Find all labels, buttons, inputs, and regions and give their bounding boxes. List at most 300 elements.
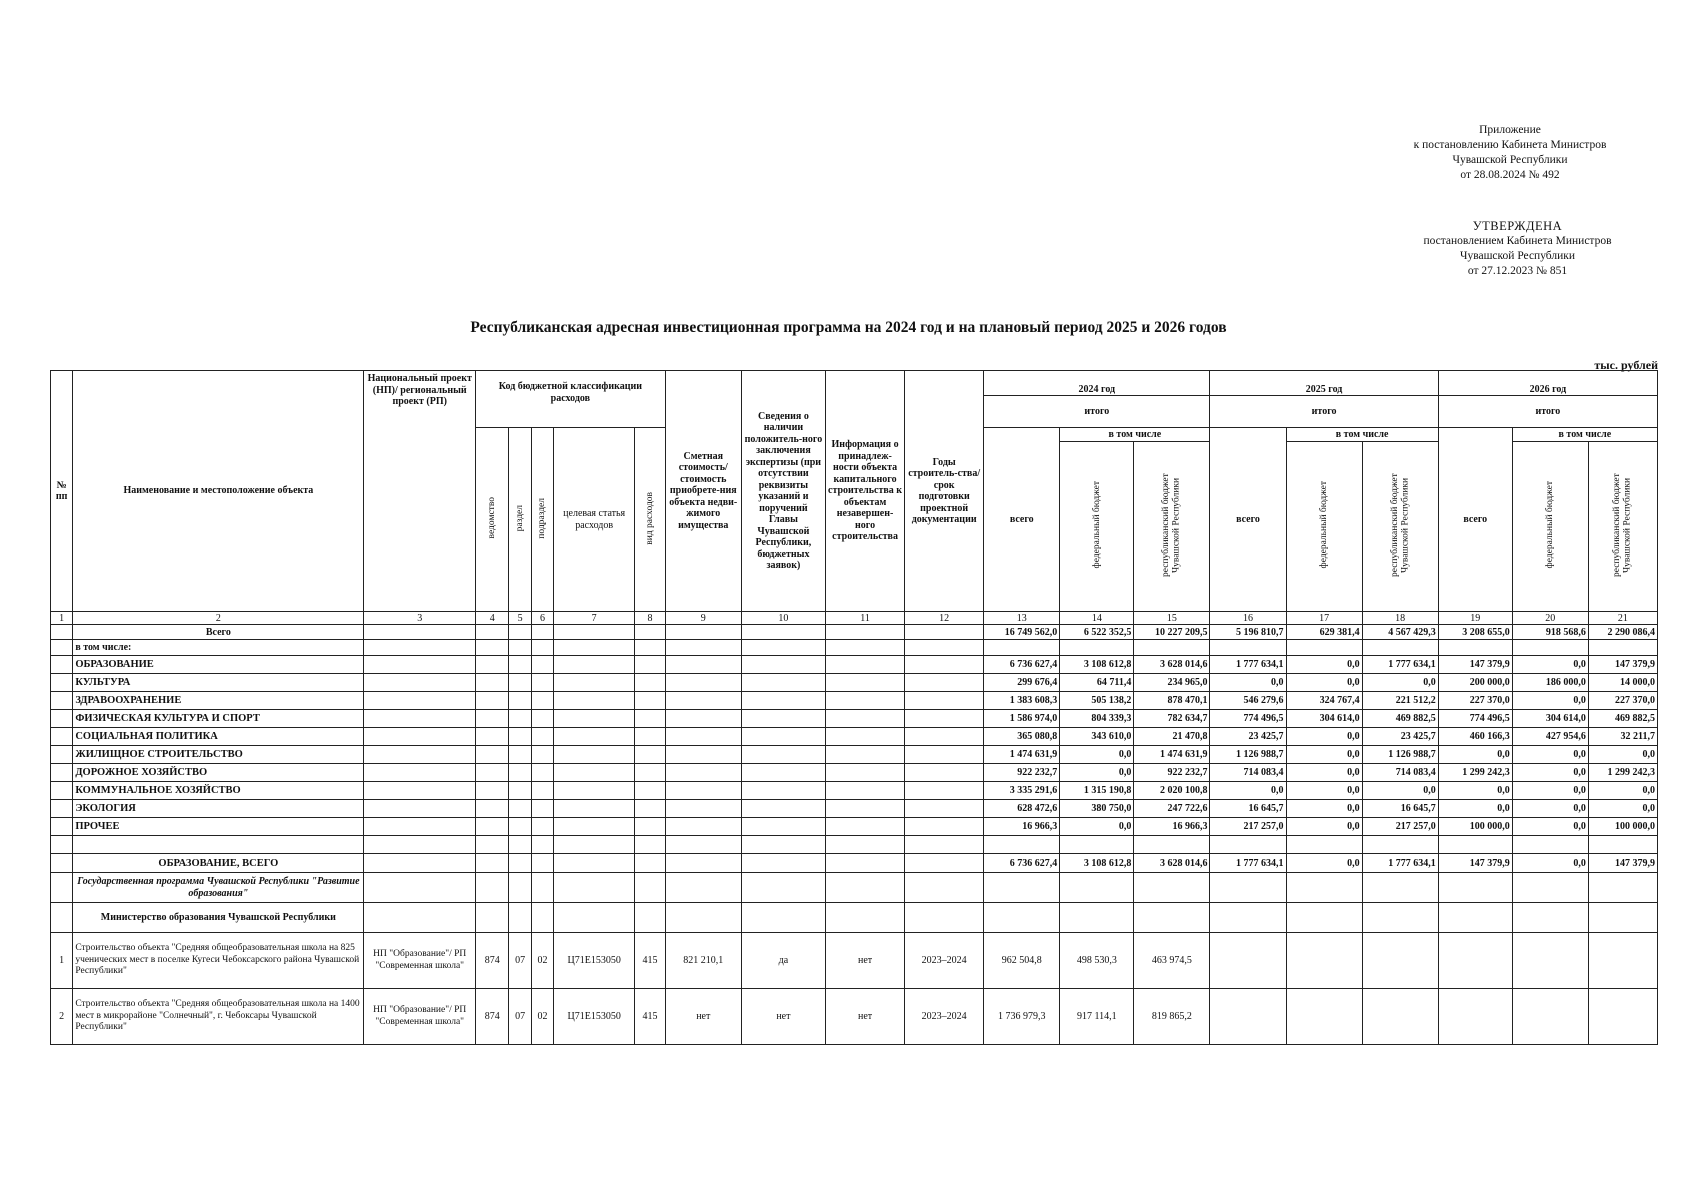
appendix-block xyxy=(1375,123,1645,183)
empty-cell xyxy=(51,836,73,854)
object-belonging: нет xyxy=(826,933,905,989)
empty-cell xyxy=(509,818,531,836)
object-expertise: нет xyxy=(741,989,825,1045)
amount-cell: 0,0 xyxy=(1210,782,1286,800)
amount-cell: 0,0 xyxy=(1512,818,1588,836)
empty-cell xyxy=(364,640,476,656)
amount-cell: 0,0 xyxy=(1286,782,1362,800)
header-years: Годы строитель-ства/срок подготовки проектной документации xyxy=(905,371,984,612)
header-republic-text: республиканский бюджет Чувашской Республики xyxy=(1161,473,1182,577)
amount-cell: 460 166,3 xyxy=(1438,728,1512,746)
object-target: Ц71Е153050 xyxy=(554,989,635,1045)
empty-cell xyxy=(51,903,73,933)
header-exptype-text: вид расходов xyxy=(644,491,655,545)
amount-cell: 469 882,5 xyxy=(1588,710,1657,728)
header-republic-text: республиканский бюджет Чувашской Республики xyxy=(1612,473,1633,577)
amount-cell: 0,0 xyxy=(1286,728,1362,746)
amount-cell xyxy=(1512,933,1588,989)
column-number: 19 xyxy=(1438,612,1512,625)
approved-line: постановлением Кабинета Министров xyxy=(1423,235,1612,247)
amount-cell: 2 290 086,4 xyxy=(1588,625,1657,640)
sector-row xyxy=(51,800,1658,818)
amount-cell: 21 470,8 xyxy=(1134,728,1210,746)
empty-cell xyxy=(1134,873,1210,903)
header-belonging: Информация о принадлеж-ности объекта капитального строительства к объектам незавершен-ного строительства xyxy=(826,371,905,612)
empty-cell xyxy=(476,873,509,903)
empty-cell xyxy=(51,782,73,800)
empty-cell xyxy=(1134,836,1210,854)
empty-cell xyxy=(826,746,905,764)
amount-cell: 0,0 xyxy=(1438,800,1512,818)
sector-name: КОММУНАЛЬНОЕ ХОЗЯЙСТВО xyxy=(73,782,364,800)
empty-cell xyxy=(509,656,531,674)
amount-cell: 0,0 xyxy=(1588,800,1657,818)
object-row xyxy=(51,933,1658,989)
header-project: Национальный проект (НП)/ региональный проект (РП) xyxy=(364,371,476,612)
empty-cell xyxy=(531,746,553,764)
empty-cell xyxy=(554,640,635,656)
header-total-2025: всего xyxy=(1210,428,1286,612)
empty-cell xyxy=(905,728,984,746)
empty-cell xyxy=(826,818,905,836)
empty-cell xyxy=(741,818,825,836)
empty-cell xyxy=(509,854,531,873)
empty-cell xyxy=(635,903,665,933)
amount-cell: 1 383 608,3 xyxy=(984,692,1060,710)
amount-cell: 3 628 014,6 xyxy=(1134,854,1210,873)
amount-cell: 10 227 209,5 xyxy=(1134,625,1210,640)
amount-cell: 962 504,8 xyxy=(984,933,1060,989)
empty-cell xyxy=(51,800,73,818)
column-number: 9 xyxy=(665,612,741,625)
object-dept: 874 xyxy=(476,933,509,989)
amount-cell xyxy=(1438,933,1512,989)
empty-cell xyxy=(905,764,984,782)
empty-cell xyxy=(905,854,984,873)
column-number: 17 xyxy=(1286,612,1362,625)
empty-cell xyxy=(554,854,635,873)
amount-cell: 16 645,7 xyxy=(1210,800,1286,818)
object-years: 2023–2024 xyxy=(905,933,984,989)
empty-cell xyxy=(635,625,665,640)
empty-cell xyxy=(1588,640,1657,656)
header-itogo-2024: итого xyxy=(984,396,1210,428)
empty-cell xyxy=(741,640,825,656)
empty-cell xyxy=(531,873,553,903)
header-section-text: раздел xyxy=(514,504,525,532)
sector-row xyxy=(51,728,1658,746)
amount-cell: 505 138,2 xyxy=(1060,692,1134,710)
empty-cell xyxy=(826,854,905,873)
empty-cell xyxy=(826,728,905,746)
empty-cell xyxy=(1060,640,1134,656)
empty-cell xyxy=(476,656,509,674)
empty-cell xyxy=(476,836,509,854)
amount-cell: 1 299 242,3 xyxy=(1438,764,1512,782)
empty-cell xyxy=(476,692,509,710)
amount-cell: 463 974,5 xyxy=(1134,933,1210,989)
empty-cell xyxy=(905,710,984,728)
object-cost: нет xyxy=(665,989,741,1045)
empty-cell xyxy=(1362,873,1438,903)
sector-name: ОБРАЗОВАНИЕ xyxy=(73,656,364,674)
amount-cell: 100 000,0 xyxy=(1438,818,1512,836)
amount-cell: 819 865,2 xyxy=(1134,989,1210,1045)
empty-cell xyxy=(826,656,905,674)
empty-cell xyxy=(635,692,665,710)
empty-cell xyxy=(826,692,905,710)
column-number: 4 xyxy=(476,612,509,625)
empty-cell xyxy=(635,873,665,903)
empty-cell xyxy=(531,692,553,710)
empty-cell xyxy=(635,818,665,836)
amount-cell: 804 339,3 xyxy=(1060,710,1134,728)
amount-cell: 247 722,6 xyxy=(1134,800,1210,818)
state-program-row xyxy=(51,873,1658,903)
empty-cell xyxy=(665,818,741,836)
amount-cell: 546 279,6 xyxy=(1210,692,1286,710)
amount-cell: 217 257,0 xyxy=(1210,818,1286,836)
appendix-line: Чувашской Республики xyxy=(1452,154,1568,166)
header-cost: Сметная стоимость/ стоимость приобрете-ния объекта недви-жимого имущества xyxy=(665,371,741,612)
empty-cell xyxy=(476,674,509,692)
empty-cell xyxy=(741,656,825,674)
amount-cell: 3 108 612,8 xyxy=(1060,656,1134,674)
appendix-line: Приложение xyxy=(1479,124,1541,136)
empty-cell xyxy=(509,873,531,903)
education-total-label: ОБРАЗОВАНИЕ, ВСЕГО xyxy=(73,854,364,873)
amount-cell: 234 965,0 xyxy=(1134,674,1210,692)
empty-cell xyxy=(364,625,476,640)
amount-cell: 380 750,0 xyxy=(1060,800,1134,818)
amount-cell: 1 474 631,9 xyxy=(1134,746,1210,764)
empty-cell xyxy=(531,903,553,933)
sector-name: ФИЗИЧЕСКАЯ КУЛЬТУРА И СПОРТ xyxy=(73,710,364,728)
empty-cell xyxy=(554,818,635,836)
sector-row xyxy=(51,710,1658,728)
header-budget-code: Код бюджетной классификации расходов xyxy=(476,371,666,428)
amount-cell: 23 425,7 xyxy=(1362,728,1438,746)
empty-cell xyxy=(635,746,665,764)
empty-cell xyxy=(554,800,635,818)
amount-cell: 922 232,7 xyxy=(984,764,1060,782)
empty-cell xyxy=(741,854,825,873)
empty-cell xyxy=(905,873,984,903)
empty-cell xyxy=(741,674,825,692)
sector-name: ПРОЧЕЕ xyxy=(73,818,364,836)
column-number: 21 xyxy=(1588,612,1657,625)
sector-name: ЗДРАВООХРАНЕНИЕ xyxy=(73,692,364,710)
empty-cell xyxy=(1286,836,1362,854)
object-row xyxy=(51,989,1658,1045)
empty-cell xyxy=(635,640,665,656)
amount-cell: 16 645,7 xyxy=(1362,800,1438,818)
object-exptype: 415 xyxy=(635,933,665,989)
header-name: Наименование и местоположение объекта xyxy=(73,371,364,612)
empty-cell xyxy=(554,782,635,800)
empty-cell xyxy=(905,746,984,764)
sector-row xyxy=(51,674,1658,692)
amount-cell: 16 749 562,0 xyxy=(984,625,1060,640)
empty-cell xyxy=(364,692,476,710)
object-name: Строительство объекта "Средняя общеобразовательная школа на 825 ученических мест в поселке Кугеси Чебоксарского района Чувашской Республики" xyxy=(73,933,364,989)
empty-cell xyxy=(665,746,741,764)
empty-cell xyxy=(509,692,531,710)
amount-cell: 221 512,2 xyxy=(1362,692,1438,710)
empty-cell xyxy=(1588,903,1657,933)
sector-name: КУЛЬТУРА xyxy=(73,674,364,692)
empty-cell xyxy=(531,656,553,674)
empty-cell xyxy=(635,674,665,692)
empty-cell xyxy=(665,728,741,746)
empty-cell xyxy=(905,674,984,692)
object-dept: 874 xyxy=(476,989,509,1045)
sector-name: СОЦИАЛЬНАЯ ПОЛИТИКА xyxy=(73,728,364,746)
empty-cell xyxy=(364,836,476,854)
empty-cell xyxy=(1438,640,1512,656)
including-row xyxy=(51,640,1658,656)
header-itogo-2026: итого xyxy=(1438,396,1657,428)
empty-cell xyxy=(905,782,984,800)
header-itogo-2025: итого xyxy=(1210,396,1438,428)
empty-cell xyxy=(826,782,905,800)
empty-cell xyxy=(1286,640,1362,656)
empty-cell xyxy=(741,800,825,818)
header-dept xyxy=(476,428,509,612)
amount-cell: 6 522 352,5 xyxy=(1060,625,1134,640)
state-program-label: Государственная программа Чувашской Республики "Развитие образования" xyxy=(73,873,364,903)
empty-cell xyxy=(476,640,509,656)
header-republic-text: республиканский бюджет Чувашской Республики xyxy=(1389,473,1411,577)
empty-cell xyxy=(665,625,741,640)
amount-cell: 1 777 634,1 xyxy=(1362,656,1438,674)
amount-cell: 774 496,5 xyxy=(1210,710,1286,728)
empty-cell xyxy=(1362,836,1438,854)
amount-cell: 200 000,0 xyxy=(1438,674,1512,692)
empty-cell xyxy=(554,625,635,640)
empty-cell xyxy=(531,640,553,656)
amount-cell xyxy=(1286,933,1362,989)
empty-cell xyxy=(665,674,741,692)
empty-cell xyxy=(531,625,553,640)
empty-cell xyxy=(531,674,553,692)
sector-name: ЖИЛИЩНОЕ СТРОИТЕЛЬСТВО xyxy=(73,746,364,764)
amount-cell: 1 736 979,3 xyxy=(984,989,1060,1045)
amount-cell: 324 767,4 xyxy=(1286,692,1362,710)
empty-cell xyxy=(531,818,553,836)
empty-cell xyxy=(635,764,665,782)
amount-cell xyxy=(1210,989,1286,1045)
empty-cell xyxy=(905,640,984,656)
empty-cell xyxy=(554,873,635,903)
amount-cell: 1 777 634,1 xyxy=(1210,854,1286,873)
header-federal-2024 xyxy=(1060,442,1134,612)
investment-program-table xyxy=(50,370,1658,1045)
amount-cell: 147 379,9 xyxy=(1588,854,1657,873)
empty-cell xyxy=(1134,903,1210,933)
empty-cell xyxy=(1210,903,1286,933)
amount-cell xyxy=(1512,989,1588,1045)
header-year-2024: 2024 год xyxy=(984,371,1210,396)
empty-cell xyxy=(635,656,665,674)
empty-cell xyxy=(554,728,635,746)
empty-cell xyxy=(826,800,905,818)
empty-cell xyxy=(665,800,741,818)
sector-name: ДОРОЖНОЕ ХОЗЯЙСТВО xyxy=(73,764,364,782)
amount-cell: 0,0 xyxy=(1060,764,1134,782)
amount-cell: 365 080,8 xyxy=(984,728,1060,746)
sector-row xyxy=(51,782,1658,800)
amount-cell: 3 628 014,6 xyxy=(1134,656,1210,674)
amount-cell: 147 379,9 xyxy=(1438,854,1512,873)
empty-cell xyxy=(905,818,984,836)
amount-cell: 304 614,0 xyxy=(1286,710,1362,728)
empty-cell xyxy=(509,836,531,854)
empty-cell xyxy=(741,764,825,782)
empty-cell xyxy=(665,692,741,710)
empty-cell xyxy=(1588,836,1657,854)
empty-cell xyxy=(741,903,825,933)
units-label: тыс. рублей xyxy=(1594,358,1658,372)
amount-cell xyxy=(1362,989,1438,1045)
empty-cell xyxy=(1588,873,1657,903)
amount-cell: 147 379,9 xyxy=(1588,656,1657,674)
empty-cell xyxy=(826,640,905,656)
column-numbers-row xyxy=(51,612,1658,625)
empty-cell xyxy=(741,782,825,800)
column-number: 7 xyxy=(554,612,635,625)
empty-cell xyxy=(509,710,531,728)
amount-cell: 1 315 190,8 xyxy=(1060,782,1134,800)
empty-cell xyxy=(554,903,635,933)
object-years: 2023–2024 xyxy=(905,989,984,1045)
empty-cell xyxy=(826,764,905,782)
amount-cell: 0,0 xyxy=(1512,746,1588,764)
empty-cell xyxy=(635,728,665,746)
empty-cell xyxy=(51,710,73,728)
including-label: в том числе: xyxy=(73,640,364,656)
approved-block xyxy=(1390,219,1645,279)
amount-cell: 16 966,3 xyxy=(1134,818,1210,836)
appendix-line: от 28.08.2024 № 492 xyxy=(1460,169,1560,181)
empty-cell xyxy=(826,710,905,728)
header-federal-2026 xyxy=(1512,442,1588,612)
empty-cell xyxy=(1362,640,1438,656)
empty-cell xyxy=(531,710,553,728)
object-project: НП "Образование"/ РП "Современная школа" xyxy=(364,933,476,989)
sector-row xyxy=(51,818,1658,836)
object-exptype: 415 xyxy=(635,989,665,1045)
empty-cell xyxy=(665,873,741,903)
amount-cell: 6 736 627,4 xyxy=(984,656,1060,674)
amount-cell: 0,0 xyxy=(1512,764,1588,782)
empty-cell xyxy=(364,656,476,674)
approved-line: Чувашской Республики xyxy=(1459,250,1576,262)
empty-cell xyxy=(531,836,553,854)
header-subsection xyxy=(531,428,553,612)
empty-cell xyxy=(531,800,553,818)
empty-cell xyxy=(51,625,73,640)
empty-cell xyxy=(984,873,1060,903)
empty-cell xyxy=(509,674,531,692)
amount-cell: 0,0 xyxy=(1286,800,1362,818)
empty-cell xyxy=(826,625,905,640)
amount-cell: 774 496,5 xyxy=(1438,710,1512,728)
column-number: 14 xyxy=(1060,612,1134,625)
empty-cell xyxy=(984,640,1060,656)
empty-cell xyxy=(826,836,905,854)
empty-cell xyxy=(364,854,476,873)
header-year-2026: 2026 год xyxy=(1438,371,1657,396)
empty-cell xyxy=(1438,873,1512,903)
empty-cell xyxy=(509,746,531,764)
amount-cell: 64 711,4 xyxy=(1060,674,1134,692)
column-number: 5 xyxy=(509,612,531,625)
amount-cell: 4 567 429,3 xyxy=(1362,625,1438,640)
header-incl-2024: в том числе xyxy=(1060,428,1210,442)
amount-cell xyxy=(1588,989,1657,1045)
empty-cell xyxy=(554,710,635,728)
amount-cell: 227 370,0 xyxy=(1438,692,1512,710)
empty-cell xyxy=(665,710,741,728)
header-federal-text: федеральный бюджет xyxy=(1318,481,1329,569)
amount-cell: 3 208 655,0 xyxy=(1438,625,1512,640)
empty-cell xyxy=(476,625,509,640)
empty-cell xyxy=(364,746,476,764)
amount-cell xyxy=(1210,933,1286,989)
amount-cell: 0,0 xyxy=(1286,674,1362,692)
empty-cell xyxy=(984,836,1060,854)
amount-cell: 14 000,0 xyxy=(1588,674,1657,692)
empty-cell xyxy=(51,873,73,903)
header-federal-text: федеральный бюджет xyxy=(1545,481,1556,569)
empty-cell xyxy=(51,854,73,873)
amount-cell: 1 299 242,3 xyxy=(1588,764,1657,782)
column-number: 13 xyxy=(984,612,1060,625)
empty-cell xyxy=(741,728,825,746)
empty-cell xyxy=(741,836,825,854)
object-expertise: да xyxy=(741,933,825,989)
header-total-2026: всего xyxy=(1438,428,1512,612)
amount-cell: 629 381,4 xyxy=(1286,625,1362,640)
object-number: 1 xyxy=(51,933,73,989)
empty-cell xyxy=(51,818,73,836)
amount-cell: 922 232,7 xyxy=(1134,764,1210,782)
sector-row xyxy=(51,746,1658,764)
amount-cell: 714 083,4 xyxy=(1210,764,1286,782)
amount-cell: 0,0 xyxy=(1438,782,1512,800)
header-incl-2026: в том числе xyxy=(1512,428,1657,442)
empty-cell xyxy=(741,746,825,764)
empty-cell xyxy=(51,746,73,764)
empty-cell xyxy=(509,728,531,746)
empty-cell xyxy=(509,782,531,800)
empty-cell xyxy=(554,656,635,674)
amount-cell xyxy=(1362,933,1438,989)
header-federal-2025 xyxy=(1286,442,1362,612)
empty-cell xyxy=(51,674,73,692)
empty-cell xyxy=(51,656,73,674)
amount-cell xyxy=(1286,989,1362,1045)
column-number: 18 xyxy=(1362,612,1438,625)
amount-cell: 1 777 634,1 xyxy=(1210,656,1286,674)
amount-cell: 147 379,9 xyxy=(1438,656,1512,674)
amount-cell: 469 882,5 xyxy=(1362,710,1438,728)
header-dept-text: ведомство xyxy=(487,497,497,539)
header-year-2025: 2025 год xyxy=(1210,371,1438,396)
amount-cell: 2 020 100,8 xyxy=(1134,782,1210,800)
empty-cell xyxy=(635,782,665,800)
